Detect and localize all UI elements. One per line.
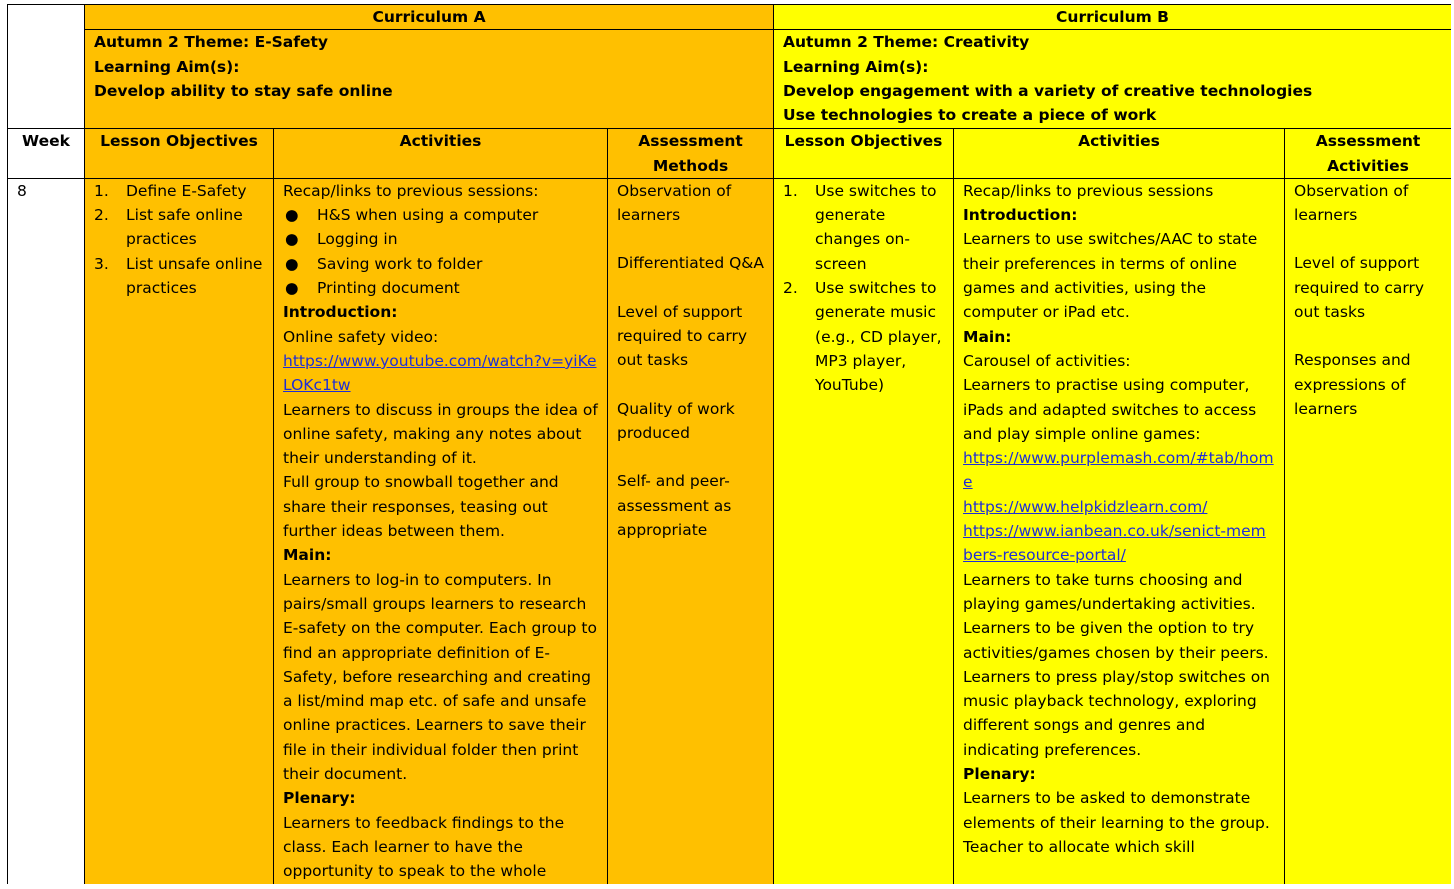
curriculum-a-theme: Autumn 2 Theme: E-Safety xyxy=(94,33,329,52)
b-main-p5: Learners to press play/stop switches on music playback technology, exploring different songs and genres and indicating preferences. xyxy=(963,667,1271,759)
a-main-text: Learners to log-in to computers. In pairs/small groups learners to research E-safety on the computer. Each group to find an appropriate definition of E-Safety, before researching and creating a list/mind map etc. of safe and unsafe online practices. Learners to save their file in their individual folder then print their document. xyxy=(283,570,597,784)
b-activities-header: Activities xyxy=(954,129,1285,179)
curriculum-b-theme: Autumn 2 Theme: Creativity xyxy=(783,33,1030,52)
b-objectives-list xyxy=(783,179,944,398)
list-item: 2. Use switches to generate music (e.g., CD player, MP3 player, YouTube) xyxy=(783,279,942,395)
b-plenary-text: Learners to be asked to demonstrate elements of their learning to the group. Teacher to allocate which skill xyxy=(963,789,1270,856)
week-number: 8 xyxy=(8,178,85,884)
b-objectives-header: Lesson Objectives xyxy=(774,129,954,179)
list-item: ● Logging in xyxy=(283,227,598,251)
youtube-link[interactable]: https://www.youtube.com/watch?v=yiKeLOKc1tw xyxy=(283,351,597,395)
b-recap: Recap/links to previous sessions xyxy=(963,181,1214,200)
curriculum-title-row xyxy=(8,5,1452,30)
a-recap-bullets xyxy=(283,203,598,300)
list-item: 1. Use switches to generate changes on-screen xyxy=(783,181,937,273)
a-plenary-heading: Plenary: xyxy=(283,789,356,808)
list-item: ● H&S when using a computer xyxy=(283,203,598,227)
a-assessment-cell xyxy=(608,178,774,884)
list-item: 2. List safe online practices xyxy=(94,206,243,249)
a-intro-text: Online safety video: xyxy=(283,327,439,346)
curriculum-table xyxy=(7,4,1451,884)
column-header-row xyxy=(8,129,1452,179)
list-item: ● Saving work to folder xyxy=(283,252,598,276)
a-objectives-header: Lesson Objectives xyxy=(85,129,274,179)
a-assessment-item: Observation of learners xyxy=(617,181,732,225)
a-recap: Recap/links to previous sessions: xyxy=(283,181,539,200)
a-assessment-item: Self- and peer-assessment as appropriate xyxy=(617,472,732,539)
curriculum-a-aim: Develop ability to stay safe online xyxy=(94,81,393,100)
b-assessment-cell xyxy=(1285,178,1451,884)
b-assessment-item: Observation of learners xyxy=(1294,181,1409,225)
b-main-p1: Carousel of activities: xyxy=(963,351,1131,370)
a-intro-heading: Introduction: xyxy=(283,303,398,322)
a-assessment-item: Differentiated Q&A xyxy=(617,254,765,273)
helpkidzlearn-link[interactable]: https://www.helpkidzlearn.com/ xyxy=(963,497,1208,516)
a-objectives-list xyxy=(94,179,264,300)
bullet-icon: ● xyxy=(285,230,299,249)
a-assessment-item: Level of support required to carry out tasks xyxy=(617,302,748,370)
list-item: ● Printing document xyxy=(283,276,598,300)
a-plenary-text: Learners to feedback findings to the class. Each learner to have the opportunity to speak to the whole xyxy=(283,813,565,881)
b-main-p2: Learners to practise using computer, iPads and adapted switches to access and play simple online games: xyxy=(963,376,1257,443)
b-intro-heading: Introduction: xyxy=(963,206,1078,225)
week-header: Week xyxy=(8,129,85,179)
curriculum-a-title: Curriculum A xyxy=(85,5,774,30)
list-item: 1. Define E-Safety xyxy=(94,181,247,200)
b-plenary-heading: Plenary: xyxy=(963,765,1036,784)
a-intro-p1: Learners to discuss in groups the idea of online safety, making any notes about their understanding of it. xyxy=(283,400,598,468)
curriculum-a-theme-cell xyxy=(85,30,774,129)
curriculum-b-theme-cell xyxy=(774,30,1451,129)
corner-cell xyxy=(8,5,85,129)
a-intro-p2: Full group to snowball together and share their responses, teasing out further ideas between them. xyxy=(283,473,559,541)
b-main-p4: Learners to be given the option to try activities/games chosen by their peers. xyxy=(963,619,1269,662)
curriculum-b-title: Curriculum B xyxy=(774,5,1451,30)
b-intro-text: Learners to use switches/AAC to state their preferences in terms of online games and activities, using the computer or iPad etc. xyxy=(963,230,1258,322)
curriculum-b-aim: Use technologies to create a piece of work xyxy=(783,106,1157,125)
list-item: 3. List unsafe online practices xyxy=(94,254,263,298)
b-assessment-item: Responses and expressions of learners xyxy=(1294,351,1411,418)
lesson-plan-document xyxy=(7,4,1451,884)
a-activities-header: Activities xyxy=(274,129,608,179)
b-objectives-cell xyxy=(774,178,954,884)
ianbean-link[interactable]: https://www.ianbean.co.uk/senict-members-resource-portal/ xyxy=(963,522,1266,565)
b-assessment-header: Assessment Activities xyxy=(1285,129,1451,179)
curriculum-a-aims-label: Learning Aim(s): xyxy=(94,57,240,76)
curriculum-b-aims-label: Learning Aim(s): xyxy=(783,57,929,76)
purplemash-link[interactable]: https://www.purplemash.com/#tab/home xyxy=(963,449,1274,492)
curriculum-b-aim: Develop engagement with a variety of creative technologies xyxy=(783,81,1313,100)
theme-row xyxy=(8,30,1452,129)
b-activities-cell xyxy=(954,178,1285,884)
bullet-icon: ● xyxy=(285,279,299,298)
b-assessment-item: Level of support required to carry out tasks xyxy=(1294,254,1425,322)
a-objectives-cell xyxy=(85,178,274,884)
week-8-row xyxy=(8,178,1452,884)
b-main-heading: Main: xyxy=(963,327,1012,346)
bullet-icon: ● xyxy=(285,254,299,273)
a-assessment-header: Assessment Methods xyxy=(608,129,774,179)
a-main-heading: Main: xyxy=(283,546,332,565)
a-activities-cell xyxy=(274,178,608,884)
bullet-icon: ● xyxy=(285,206,299,225)
b-main-p3: Learners to take turns choosing and playing games/undertaking activities. xyxy=(963,570,1256,613)
a-assessment-item: Quality of work produced xyxy=(617,399,735,442)
